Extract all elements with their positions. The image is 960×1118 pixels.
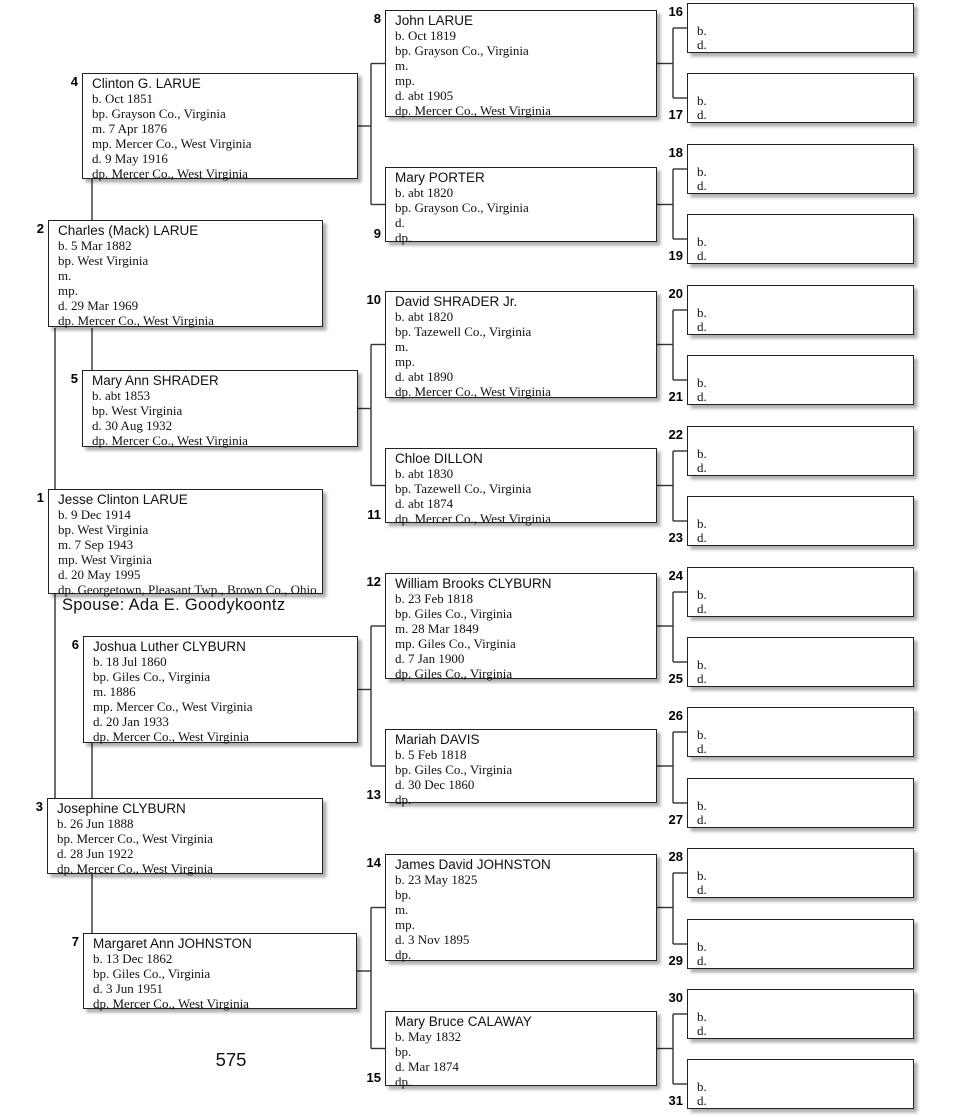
person-name: Jesse Clinton LARUE (58, 492, 188, 507)
person-detail-line: d. 29 Mar 1969 (58, 298, 139, 313)
person-detail-line: b. (697, 375, 707, 390)
person-detail-line: d. (697, 882, 707, 897)
person-detail-line: bp. Grayson Co., Virginia (92, 106, 226, 121)
person-detail-line: d. (697, 389, 707, 404)
person-detail-line: d. (697, 741, 707, 756)
person-detail-line: b. 13 Dec 1862 (93, 951, 173, 966)
person-detail-line: d. (697, 601, 707, 616)
person-detail-line: b. (697, 516, 707, 531)
person-box-11 (385, 448, 657, 526)
person-detail-line: dp. Mercer Co., West Virginia (92, 433, 248, 448)
person-detail-line: d. Mar 1874 (395, 1059, 459, 1074)
person-number-6: 6 (71, 637, 79, 652)
person-detail-line: b. (697, 657, 707, 672)
person-name: Mary Bruce CALAWAY (395, 1014, 532, 1029)
person-number-14: 14 (366, 855, 381, 870)
person-name: William Brooks CLYBURN (395, 576, 552, 591)
person-detail-line: b. abt 1830 (395, 466, 454, 481)
person-name: Margaret Ann JOHNSTON (93, 936, 252, 951)
person-box-30 (687, 989, 914, 1039)
person-box-25 (687, 637, 914, 687)
person-box-14 (385, 854, 657, 961)
person-detail-line: d. 30 Dec 1860 (395, 777, 475, 792)
person-detail-line: d. 30 Aug 1932 (92, 418, 173, 433)
person-detail-line: bp. Mercer Co., West Virginia (57, 831, 213, 846)
person-detail-line: dp. Mercer Co., West Virginia (93, 729, 249, 744)
person-number-15: 15 (366, 1070, 381, 1085)
person-detail-line: bp. Giles Co., Virginia (395, 762, 513, 777)
person-detail-line: bp. Giles Co., Virginia (395, 606, 513, 621)
person-number-11: 11 (367, 507, 381, 522)
person-number-31: 31 (668, 1093, 683, 1108)
person-number-21: 21 (668, 389, 683, 404)
person-name: Charles (Mack) LARUE (58, 223, 199, 238)
person-detail-line: d. 20 Jan 1933 (93, 714, 169, 729)
person-box-22 (687, 426, 914, 476)
person-detail-line: d. abt 1874 (395, 496, 454, 511)
person-detail-line: dp. Mercer Co., West Virginia (58, 313, 214, 328)
person-detail-line: b. (697, 23, 707, 38)
person-detail-line: b. abt 1820 (395, 309, 454, 324)
person-detail-line: bp. Giles Co., Virginia (93, 966, 211, 981)
person-name: Mariah DAVIS (395, 732, 480, 747)
person-name: John LARUE (395, 13, 474, 28)
person-detail-line: dp. Mercer Co., West Virginia (395, 103, 551, 118)
person-detail-line: b. (697, 93, 707, 108)
person-detail-line: b. (697, 164, 707, 179)
person-detail-line: d. abt 1890 (395, 369, 454, 384)
person-box-19 (687, 214, 914, 264)
person-name: Josephine CLYBURN (57, 801, 186, 816)
person-detail-line: d. 3 Nov 1895 (395, 932, 470, 947)
person-detail-line: b. (697, 1009, 707, 1024)
person-detail-line: mp. Mercer Co., West Virginia (93, 699, 253, 714)
person-detail-line: bp. West Virginia (58, 253, 149, 268)
person-detail-line: dp. (395, 230, 412, 245)
person-detail-line: b. (697, 798, 707, 813)
person-box-1 (48, 489, 323, 597)
person-detail-line: mp. West Virginia (58, 552, 152, 567)
person-box-2 (48, 220, 323, 327)
person-detail-line: b. 18 Jul 1860 (93, 654, 167, 669)
person-detail-line: dp. Mercer Co., West Virginia (395, 511, 551, 526)
person-number-5: 5 (70, 371, 78, 386)
person-number-27: 27 (668, 812, 683, 827)
person-detail-line: b. (697, 868, 707, 883)
person-detail-line: bp. West Virginia (92, 403, 183, 418)
person-detail-line: mp. Mercer Co., West Virginia (92, 136, 252, 151)
person-number-7: 7 (71, 934, 79, 949)
person-detail-line: d. (697, 319, 707, 334)
spouse-note: Spouse: Ada E. Goodykoontz (62, 596, 286, 614)
person-detail-line: b. 26 Jun 1888 (57, 816, 134, 831)
person-detail-line: m. (395, 58, 409, 73)
person-box-28 (687, 848, 914, 898)
person-number-23: 23 (668, 530, 683, 545)
person-detail-line: dp. Mercer Co., West Virginia (57, 861, 213, 876)
person-box-9 (385, 167, 657, 245)
person-detail-line: b. (697, 939, 707, 954)
person-detail-line: dp. (395, 1074, 412, 1089)
person-detail-line: bp. Tazewell Co., Virginia (395, 481, 532, 496)
person-box-31 (687, 1059, 914, 1109)
person-box-23 (687, 496, 914, 546)
person-number-4: 4 (70, 74, 78, 89)
person-number-25: 25 (668, 671, 683, 686)
person-box-4 (82, 73, 358, 179)
person-detail-line: d. (697, 953, 707, 968)
person-detail-line: d. 3 Jun 1951 (93, 981, 164, 996)
person-detail-line: dp. Mercer Co., West Virginia (92, 166, 248, 181)
person-detail-line: d. (697, 248, 707, 263)
person-box-5 (82, 370, 358, 447)
person-name: David SHRADER Jr. (395, 294, 518, 309)
person-name: Clinton G. LARUE (92, 76, 201, 91)
person-number-26: 26 (668, 708, 683, 723)
person-box-16 (687, 3, 914, 53)
person-detail-line: d. (395, 215, 405, 230)
person-detail-line: d. (697, 1093, 707, 1108)
person-detail-line: mp. (395, 73, 415, 88)
person-detail-line: bp. Tazewell Co., Virginia (395, 324, 532, 339)
person-name: Chloe DILLON (395, 451, 483, 466)
person-number-30: 30 (668, 990, 683, 1005)
person-detail-line: dp. Mercer Co., West Virginia (93, 996, 249, 1011)
person-box-12 (385, 573, 657, 679)
person-number-17: 17 (668, 107, 683, 122)
person-detail-line: m. (395, 339, 409, 354)
person-detail-line: d. abt 1905 (395, 88, 454, 103)
person-number-1: 1 (36, 490, 44, 505)
person-detail-line: m. 7 Sep 1943 (58, 537, 134, 552)
person-detail-line: m. 28 Mar 1849 (395, 621, 479, 636)
person-detail-line: b. 5 Feb 1818 (395, 747, 467, 762)
person-detail-line: d. 9 May 1916 (92, 151, 168, 166)
person-detail-line: b. 5 Mar 1882 (58, 238, 132, 253)
person-box-8 (385, 10, 657, 117)
person-box-29 (687, 919, 914, 969)
person-detail-line: b. (697, 305, 707, 320)
person-number-3: 3 (35, 799, 43, 814)
person-detail-line: d. (697, 671, 707, 686)
person-box-17 (687, 73, 914, 123)
person-box-21 (687, 355, 914, 405)
person-number-19: 19 (668, 248, 683, 263)
person-detail-line: mp. Giles Co., Virginia (395, 636, 516, 651)
person-box-13 (385, 729, 657, 807)
person-detail-line: b. 9 Dec 1914 (58, 507, 131, 522)
person-number-13: 13 (366, 787, 381, 802)
person-detail-line: m. 1886 (93, 684, 136, 699)
person-detail-line: bp. (395, 1044, 412, 1059)
person-number-22: 22 (668, 427, 683, 442)
person-number-8: 8 (373, 11, 381, 26)
person-box-20 (687, 285, 914, 335)
person-number-18: 18 (668, 145, 683, 160)
person-number-10: 10 (366, 292, 381, 307)
person-box-18 (687, 144, 914, 194)
person-detail-line: b. (697, 446, 707, 461)
person-number-29: 29 (668, 953, 683, 968)
person-name: Mary Ann SHRADER (92, 373, 219, 388)
person-detail-line: dp. Giles Co., Virginia (395, 666, 513, 681)
person-detail-line: b. 23 Feb 1818 (395, 591, 473, 606)
person-detail-line: b. (697, 1079, 707, 1094)
person-detail-line: d. (697, 37, 707, 52)
person-detail-line: m. 7 Apr 1876 (92, 121, 168, 136)
person-box-3 (47, 798, 323, 874)
person-detail-line: mp. (58, 283, 78, 298)
person-number-16: 16 (668, 4, 683, 19)
person-detail-line: b. abt 1853 (92, 388, 151, 403)
person-detail-line: bp. Grayson Co., Virginia (395, 200, 529, 215)
person-detail-line: m. (58, 268, 72, 283)
person-box-7 (83, 933, 357, 1009)
person-detail-line: dp. (395, 792, 412, 807)
person-detail-line: mp. (395, 354, 415, 369)
person-detail-line: b. 23 May 1825 (395, 872, 478, 887)
person-box-26 (687, 707, 914, 757)
person-number-12: 12 (366, 574, 381, 589)
person-box-15 (385, 1011, 657, 1089)
person-number-9: 9 (373, 226, 381, 241)
person-box-10 (385, 291, 657, 398)
person-detail-line: b. abt 1820 (395, 185, 454, 200)
person-number-24: 24 (668, 568, 683, 583)
person-box-27 (687, 778, 914, 828)
person-detail-line: dp. (395, 947, 412, 962)
person-name: Joshua Luther CLYBURN (93, 639, 246, 654)
person-name: James David JOHNSTON (395, 857, 551, 872)
person-detail-line: b. (697, 727, 707, 742)
person-detail-line: d. (697, 1023, 707, 1038)
person-box-6 (83, 636, 358, 743)
person-detail-line: bp. Giles Co., Virginia (93, 669, 211, 684)
person-box-24 (687, 567, 914, 617)
person-detail-line: bp. Grayson Co., Virginia (395, 43, 529, 58)
person-number-28: 28 (668, 849, 683, 864)
person-detail-line: d. 28 Jun 1922 (57, 846, 134, 861)
person-detail-line: d. (697, 460, 707, 475)
person-detail-line: d. (697, 812, 707, 827)
person-detail-line: d. 20 May 1995 (58, 567, 141, 582)
person-detail-line: b. (697, 234, 707, 249)
page-number: 575 (215, 1049, 247, 1070)
person-detail-line: dp. Georgetown, Pleasant Twp., Brown Co., Ohio (58, 582, 317, 597)
person-detail-line: d. (697, 530, 707, 545)
person-detail-line: d. 7 Jan 1900 (395, 651, 465, 666)
person-detail-line: b. May 1832 (395, 1029, 462, 1044)
person-name: Mary PORTER (395, 170, 485, 185)
person-detail-line: b. Oct 1819 (395, 28, 457, 43)
person-detail-line: d. (697, 178, 707, 193)
person-detail-line: dp. Mercer Co., West Virginia (395, 384, 551, 399)
person-detail-line: mp. (395, 917, 415, 932)
person-detail-line: bp. (395, 887, 412, 902)
person-detail-line: bp. West Virginia (58, 522, 149, 537)
person-number-2: 2 (36, 221, 44, 236)
person-number-20: 20 (668, 286, 683, 301)
person-detail-line: m. (395, 902, 409, 917)
person-detail-line: b. (697, 587, 707, 602)
person-detail-line: b. Oct 1851 (92, 91, 154, 106)
person-detail-line: d. (697, 107, 707, 122)
